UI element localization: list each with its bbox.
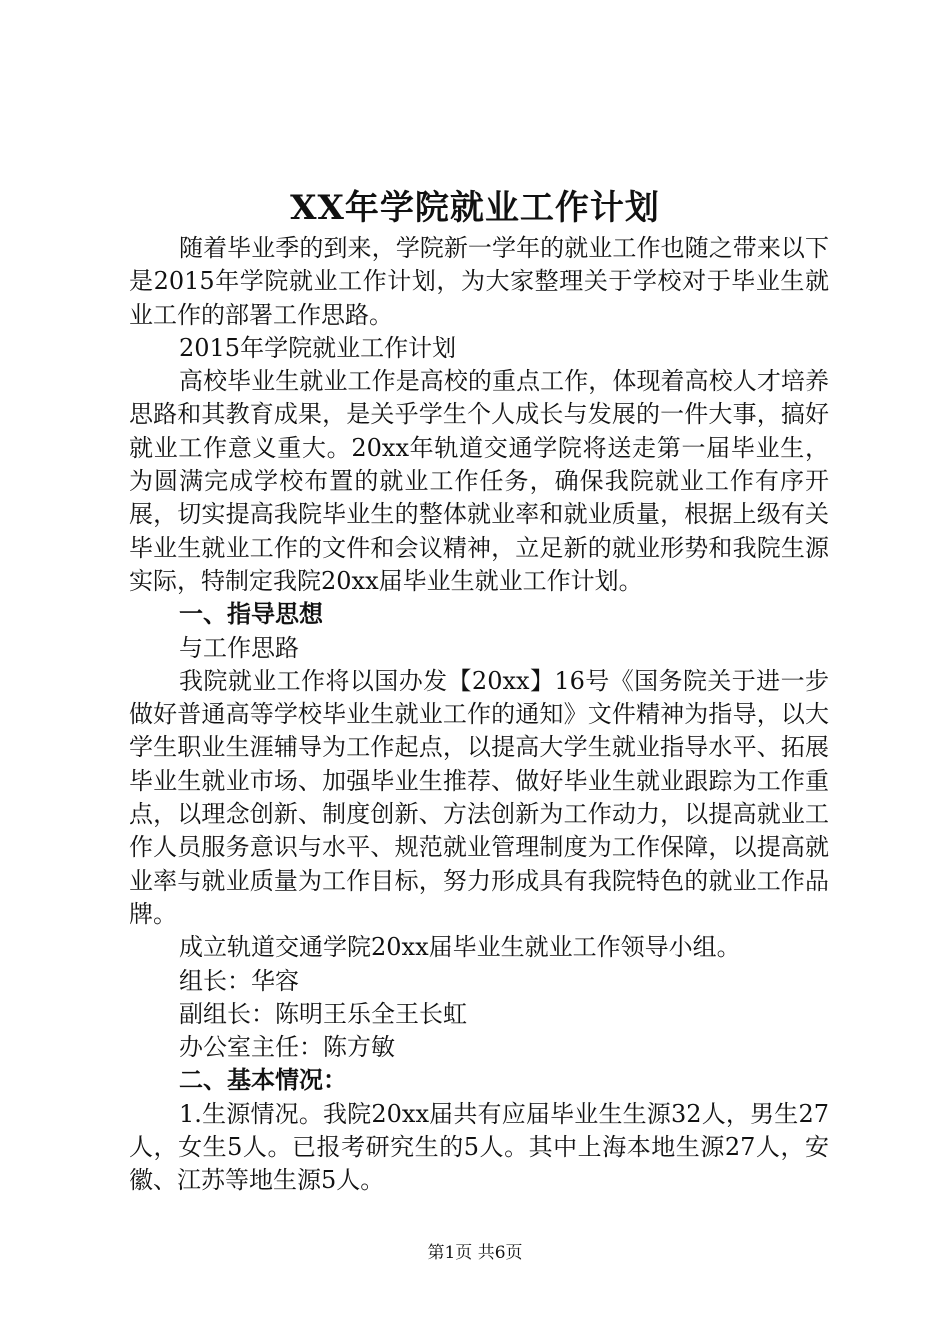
- plan-subtitle: 2015年学院就业工作计划: [179, 333, 457, 362]
- section-heading-guiding-ideology: 一、指导思想: [179, 600, 323, 629]
- overview-paragraph: 高校毕业生就业工作是高校的重点工作，体现着高校人才培养思路和其教育成果，是关乎学生个人成长与发展的一件大事，搞好就业工作意义重大。20xx年轨道交通学院将送走第一届毕业生，为圆满完成学校布置的就业工作任务，确保我院就业工作有序开展，切实提高我院毕业生的整体就业率和就业质量，根据上级有关毕业生就业工作的文件和会议精神，立足新的就业形势和我院生源实际，特制定我院20xx届毕业生就业工作计划。: [129, 367, 829, 595]
- leadership-group-paragraph: 成立轨道交通学院20xx届毕业生就业工作领导小组。: [179, 933, 741, 962]
- section-heading-basic-situation: 二、基本情况：: [179, 1066, 347, 1095]
- guiding-paragraph: 我院就业工作将以国办发【20xx】16号《国务院关于进一步做好普通高等学校毕业生就业工作的通知》文件精神为指导，以大学生职业生涯辅导为工作起点，以提高大学生就业指导水平、拓展毕业生就业市场、加强毕业生推荐、做好毕业生就业跟踪为工作重点，以理念创新、制度创新、方法创新为工作动力，以提高就业工作人员服务意识与水平、规范就业管理制度为工作保障，以提高就业率与就业质量为工作目标，努力形成具有我院特色的就业工作品牌。: [129, 666, 829, 928]
- intro-paragraph: 随着毕业季的到来，学院新一学年的就业工作也随之带来以下是2015年学院就业工作计划，为大家整理关于学校对于毕业生就业工作的部署工作思路。: [129, 234, 829, 329]
- document-body: [129, 232, 829, 1198]
- office-director-line: 办公室主任：陈方敏: [179, 1033, 395, 1062]
- group-leader-line: 组长：华容: [179, 966, 299, 995]
- student-source-paragraph: 1.生源情况。我院20xx届共有应届毕业生生源32人，男生27人，女生5人。已报考研究生的5人。其中上海本地生源27人，安徽、江苏等地生源5人。: [129, 1099, 829, 1195]
- page-footer: 第1页 共6页: [427, 1243, 523, 1263]
- section-subheading-work-approach: 与工作思路: [179, 633, 299, 662]
- deputy-leader-line: 副组长：陈明王乐全王长虹: [179, 999, 467, 1028]
- document-title: XX年学院就业工作计划: [290, 188, 660, 228]
